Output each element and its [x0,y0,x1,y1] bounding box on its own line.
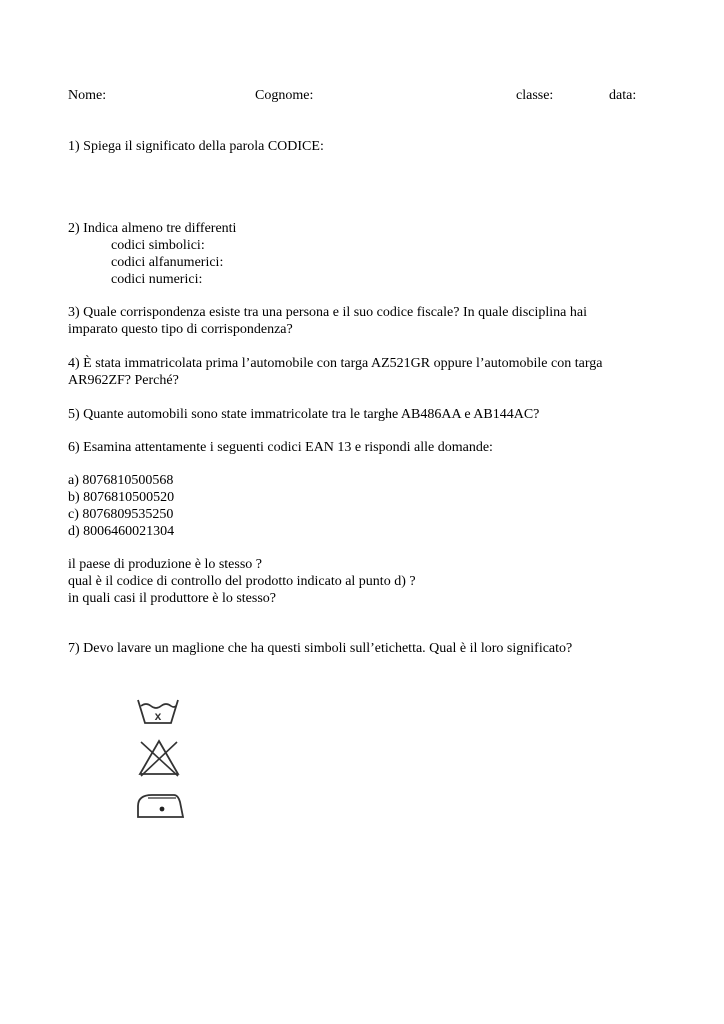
question-7: 7) Devo lavare un maglione che ha questi simboli sull’etichetta. Qual è il loro significato? [68,641,573,656]
ean-code: b) 8076810500520 [68,490,175,505]
date-label: data: [609,88,637,103]
ean-code: a) 8076810500568 [68,473,174,488]
question-6-subquestion: qual è il codice di controllo del prodotto indicato al punto d) ? [68,574,416,589]
question-6-subquestion: il paese di produzione è lo stesso ? [68,557,263,572]
question-2-item: codici simbolici: [111,238,205,253]
question-5: 5) Quante automobili sono state immatricolate tra le targhe AB486AA e AB144AC? [68,407,540,422]
question-2-intro: 2) Indica almeno tre differenti [68,221,237,236]
do-not-bleach-icon [136,738,182,778]
question-2-item: codici numerici: [111,272,203,287]
question-6-subquestion: in quali casi il produttore è lo stesso? [68,591,277,606]
wash-mark-label: x [154,709,162,723]
ean-code: d) 8006460021304 [68,524,175,539]
class-label: classe: [516,88,554,103]
question-4-line: AR962ZF? Perché? [68,373,179,388]
name-label: Nome: [68,88,107,103]
ean-code: c) 8076809535250 [68,507,174,522]
surname-label: Cognome: [255,88,314,103]
question-2-item: codici alfanumerici: [111,255,224,270]
question-6-intro: 6) Esamina attentamente i seguenti codici EAN 13 e rispondi alle domande: [68,440,493,455]
question-1: 1) Spiega il significato della parola CODICE: [68,139,324,154]
question-3-line: imparato questo tipo di corrispondenza? [68,322,293,337]
question-4-line: 4) È stata immatricolata prima l’automobile con targa AZ521GR oppure l’automobile con targa [68,356,603,371]
question-3-line: 3) Quale corrispondenza esiste tra una persona e il suo codice fiscale? In quale disciplina hai [68,305,587,320]
iron-one-dot-icon [136,790,186,820]
wash-tub-x-icon [136,696,180,726]
